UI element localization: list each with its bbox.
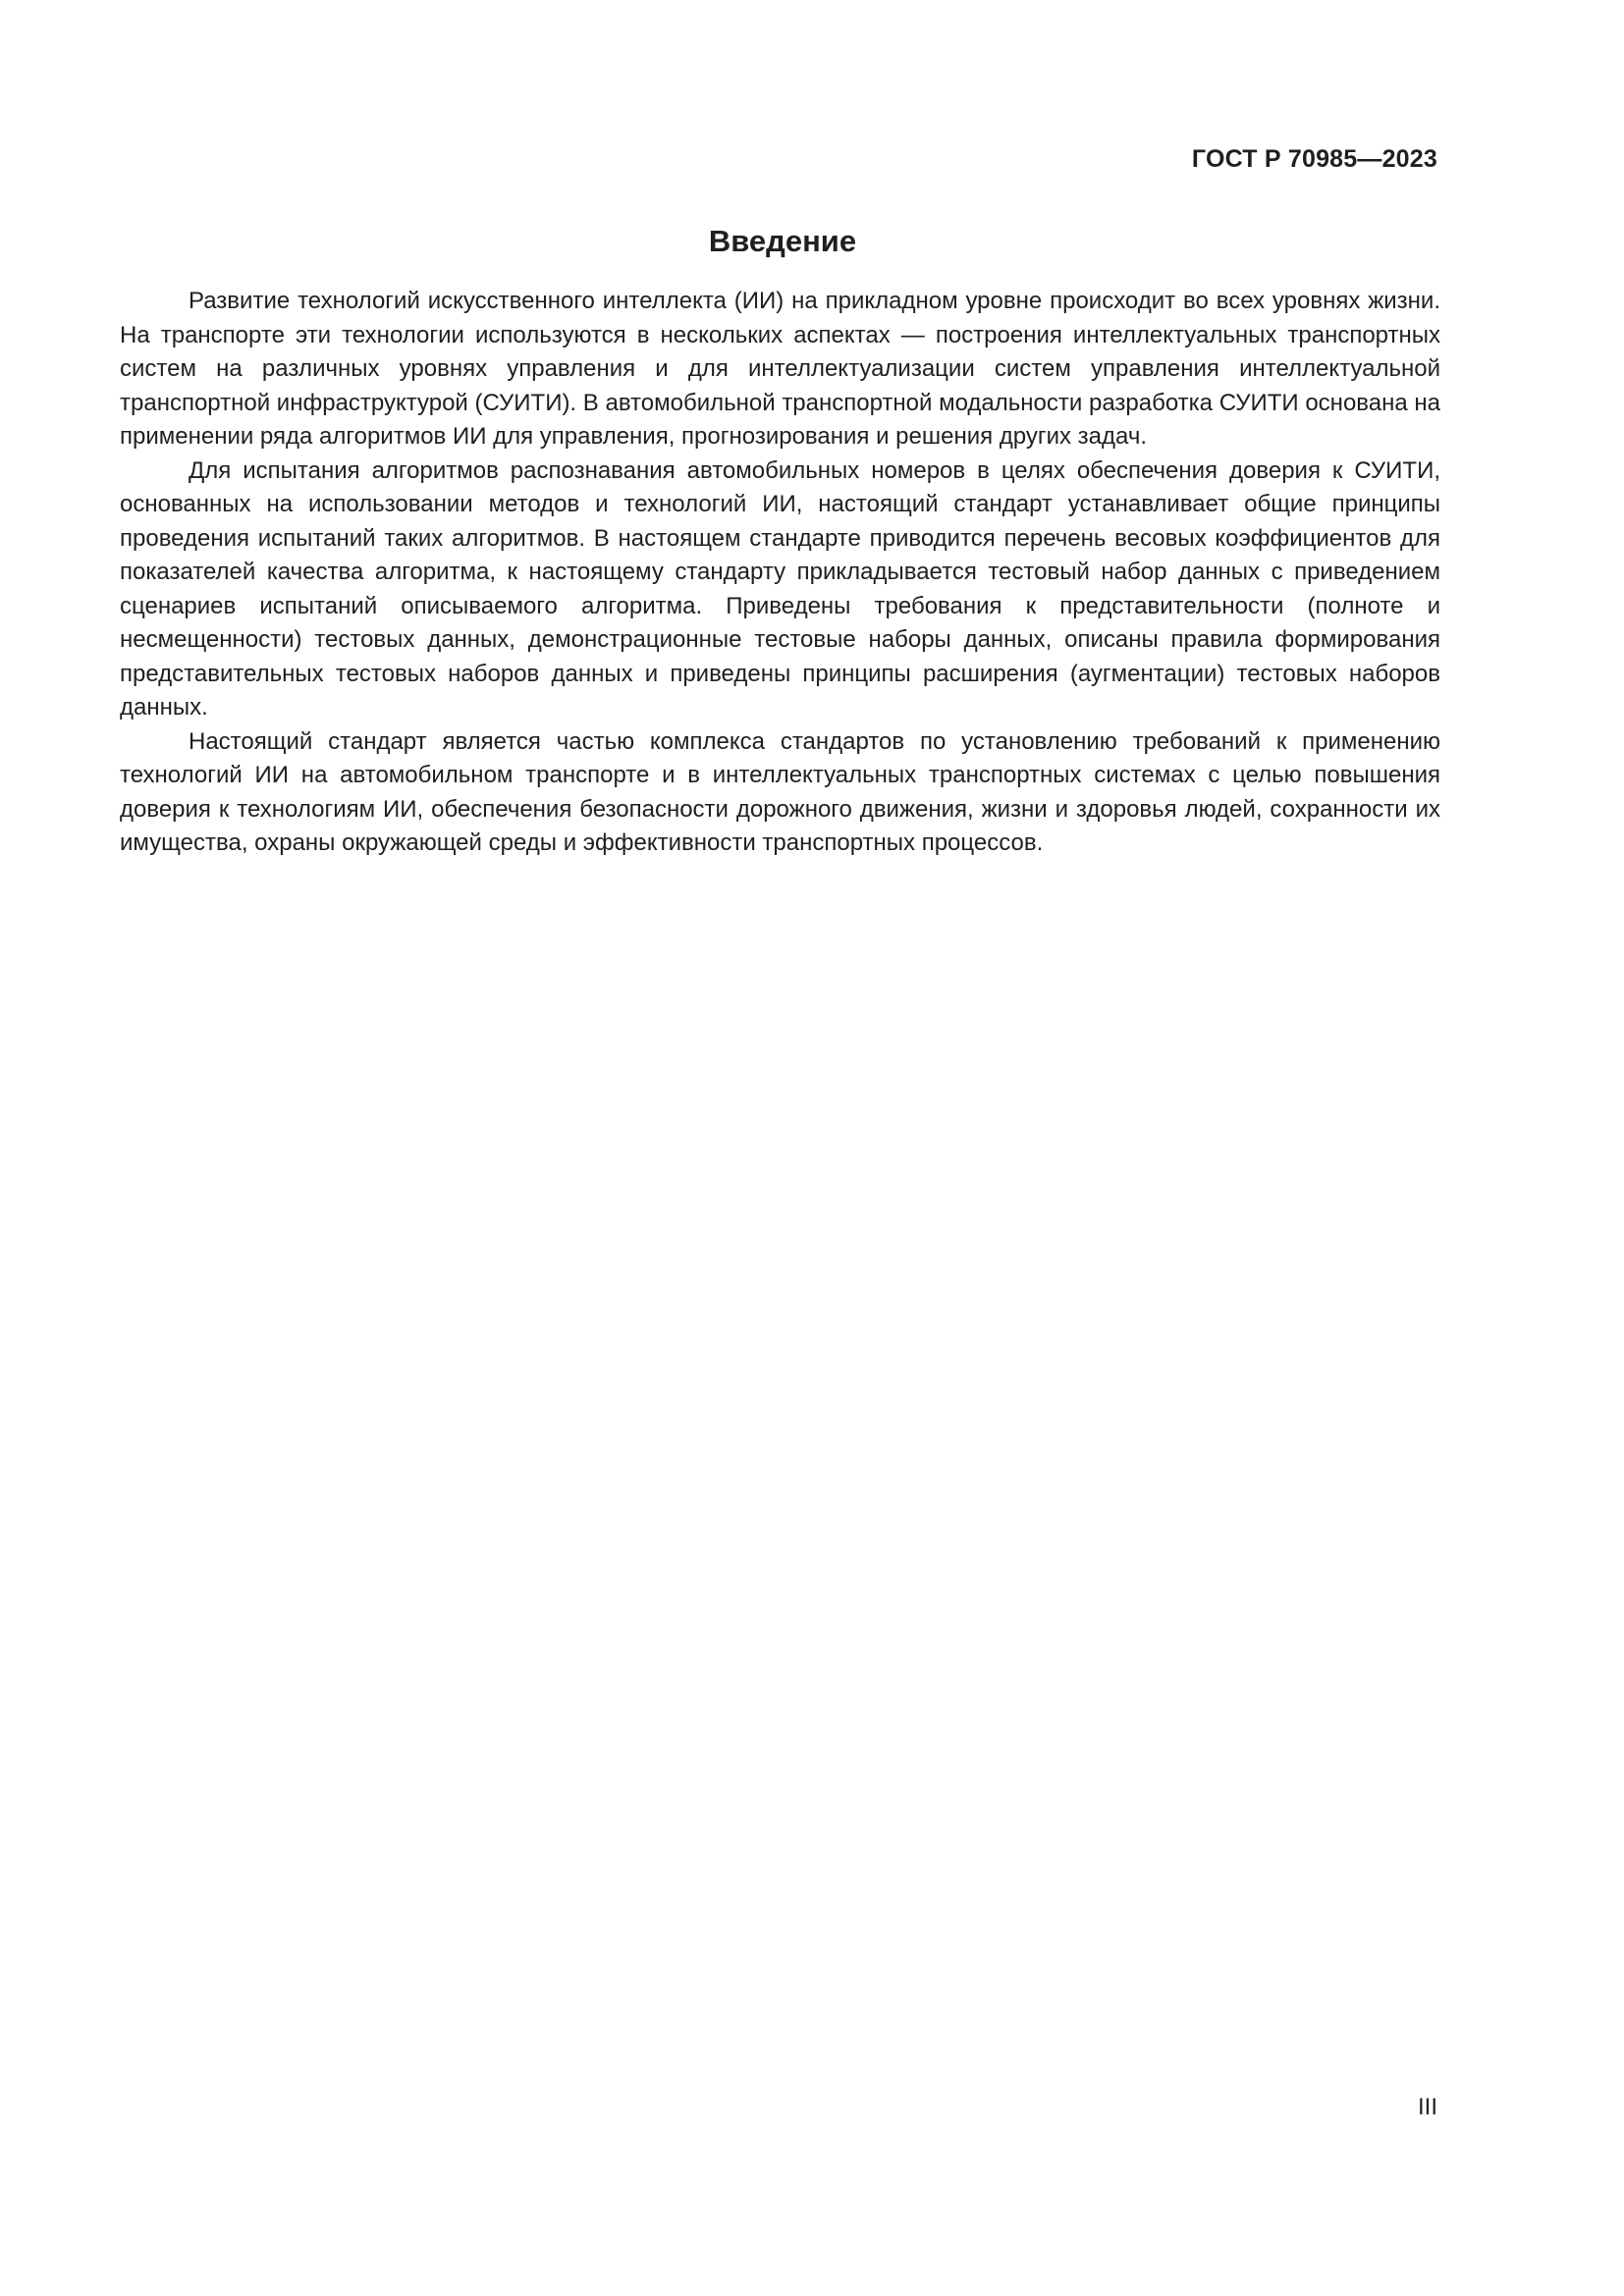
standard-id-header: ГОСТ Р 70985—2023: [1191, 145, 1437, 173]
body-text: [120, 285, 1440, 861]
paragraph: Настоящий стандарт является частью комплекса стандартов по установлению требований к применению технологий ИИ на автомобильном транспорте и в интеллектуальных транспортных системах с целью повышения доверия к технологиям ИИ, обеспечения безопасности дорожного движения, жизни и здоровья людей, сохранности их имущества, охраны окружающей среды и эффективности транспортных процессов.: [120, 727, 1440, 856]
paragraph: Для испытания алгоритмов распознавания автомобильных номеров в целях обеспечения доверия к СУИТИ, основанных на использовании методов и технологий ИИ, настоящий стандарт устанавливает общие принципы проведения испытаний таких алгоритмов. В настоящем стандарте приводится перечень весовых коэффициентов для показателей качества алгоритма, к настоящему стандарту прикладывается тестовый набор данных с приведением сценариев испытаний описываемого алгоритма. Приведены требования к представительности (полноте и несмещенности) тестовых данных, демонстрационные тестовые наборы данных, описаны правила формирования представительных тестовых наборов данных и приведены принципы расширения (аугментации) тестовых наборов данных.: [120, 456, 1440, 721]
section-title: Введение: [708, 224, 857, 258]
paragraph: Развитие технологий искусственного интеллекта (ИИ) на прикладном уровне происходит во всех уровнях жизни. На транспорте эти технологии используются в нескольких аспектах — построения интеллектуальных транспортных систем на различных уровнях управления и для интеллектуализации систем управления интеллектуальной транспортной инфраструктурой (СУИТИ). В автомобильной транспортной модальности разработка СУИТИ основана на применении ряда алгоритмов ИИ для управления, прогнозирования и решения других задач.: [120, 288, 1440, 450]
page-number: III: [1417, 2094, 1437, 2120]
